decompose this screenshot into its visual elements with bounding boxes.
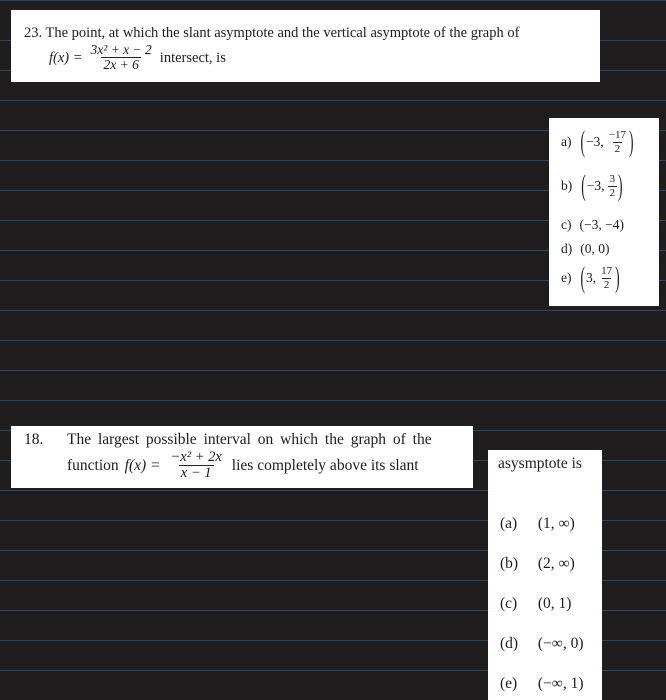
option-coordinate: −3, (586, 134, 604, 150)
question-18-text-function: function (67, 457, 119, 475)
option-label: (d) (500, 635, 519, 652)
option-label: e) (561, 270, 572, 286)
question-18-text-tail: asysmptote is (498, 455, 582, 472)
fraction-numerator: 3 (609, 173, 615, 185)
left-paren: ( (581, 168, 586, 202)
option-text: (2, ∞) (537, 555, 575, 572)
option-c[interactable] (500, 595, 571, 613)
question-23-card (11, 10, 600, 82)
question-18-number: 18. (24, 431, 44, 448)
fraction-denominator: 2 (614, 142, 621, 155)
option-d[interactable] (561, 241, 610, 257)
question-18-text-end: lies completely above its slant (231, 457, 419, 475)
left-paren: ( (580, 124, 585, 158)
option-fraction (608, 174, 618, 199)
fraction-denominator: 2 (603, 278, 610, 291)
question-23-number: 23. (24, 25, 43, 41)
left-paren: ( (580, 260, 585, 294)
fraction-numerator: −17 (608, 129, 626, 141)
fraction-numerator: 17 (601, 265, 613, 277)
right-paren: ) (628, 124, 634, 158)
option-text: (1, ∞) (537, 515, 575, 532)
option-label: c) (561, 217, 572, 232)
option-label: (e) (500, 675, 518, 692)
option-text: (0, 0) (580, 241, 610, 256)
question-18-line2 (67, 450, 419, 482)
option-e[interactable] (500, 675, 584, 693)
option-text: (−3, −4) (579, 217, 624, 232)
fraction-numerator: 3x² + x − 2 (90, 42, 152, 57)
function-label: f(x) = (49, 49, 83, 66)
right-paren: ) (615, 260, 620, 294)
fraction-denominator: x − 1 (180, 465, 212, 482)
option-fraction (599, 266, 614, 291)
function-fraction (89, 43, 154, 73)
option-fraction (607, 130, 628, 155)
question-18-options (488, 450, 602, 700)
question-23-text: The point, at which the slant asymptote and the vertical asymptote of the graph of (45, 25, 520, 41)
option-coordinate: 3, (586, 270, 597, 286)
option-label: (b) (500, 555, 519, 572)
fraction-numerator: −x² + 2x (170, 449, 222, 465)
option-text: (−∞, 1) (537, 675, 584, 692)
question-18-card (11, 426, 473, 488)
option-label: (a) (500, 515, 518, 532)
right-paren: ) (618, 168, 623, 202)
option-a[interactable] (500, 515, 575, 533)
option-label: (c) (500, 595, 518, 612)
function-fraction (169, 450, 224, 482)
option-c[interactable] (561, 217, 624, 233)
option-text: (−∞, 0) (537, 635, 584, 652)
fraction-denominator: 2 (609, 186, 615, 199)
option-label: d) (561, 241, 573, 256)
question-23-text-end: intersect, is (159, 49, 226, 66)
option-label: a) (561, 134, 572, 150)
option-a[interactable] (561, 124, 634, 158)
option-b[interactable] (561, 168, 624, 202)
fraction-denominator: 2x + 6 (103, 57, 139, 73)
question-23-options (549, 118, 659, 306)
option-text: (0, 1) (537, 595, 572, 612)
option-b[interactable] (500, 555, 575, 573)
question-23-line1 (24, 25, 519, 42)
option-label: b) (561, 178, 573, 194)
option-coordinate: −3, (586, 178, 605, 194)
question-23-line2 (49, 43, 226, 73)
function-label: f(x) = (124, 457, 161, 475)
question-18-line1: The largest possible interval on which the graph of the (67, 431, 432, 448)
option-d[interactable] (500, 635, 584, 653)
option-e[interactable] (561, 260, 621, 294)
